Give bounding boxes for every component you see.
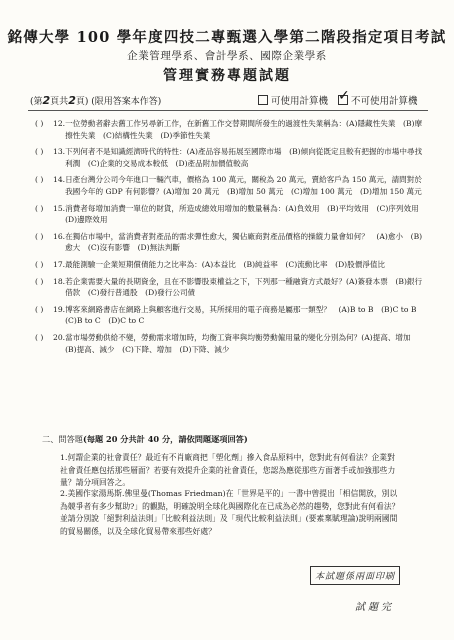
question-text: 日產台灣分公司今年進口一輛汽車，價格為 100 萬元，關稅為 20 萬元，賣給客戶為 150 萬元，請問對於我國今年的 GDP 有何影響？(A)增加 20 萬元 (B)增加 50 萬元 (C)增加 100 萬元 (D)增加 150 萬元 bbox=[65, 175, 422, 196]
calculator-allowed-checkbox[interactable] bbox=[258, 95, 268, 105]
question-number: 17. bbox=[53, 259, 66, 269]
double-sided-stamp: 本試題係兩面印刷 bbox=[310, 566, 400, 585]
multiple-choice-list bbox=[35, 118, 425, 360]
total-page-number: 2 bbox=[68, 94, 76, 107]
answer-blank: ( ) bbox=[35, 259, 44, 269]
question-item bbox=[35, 174, 425, 197]
section-2-heading bbox=[42, 434, 248, 445]
page-indicator: (第2頁共2頁) (限用答案本作答) bbox=[30, 94, 162, 107]
answer-blank: ( ) bbox=[35, 203, 44, 213]
question-text: 博客來網路書店在網路上與顧客進行交易，其所採用的電子商務是屬那一類型？ (A)B to B (B)C to B (C)B to C (D)C to C bbox=[65, 304, 425, 326]
essay-question-1: 1.何謂企業的社會責任？最近有不肖廠商把「塑化劑」摻入食品原料中，您對此有何看法？企業對社會責任應包括那些層面？若要有效提升企業的社會責任，您認為應從那些方面著手或加強那些力量？請分項回答之。 bbox=[60, 453, 396, 487]
header-divider bbox=[28, 110, 428, 111]
question-number: 14. bbox=[53, 175, 66, 185]
question-text: 若企業需要大量的長期資金，且在不影響股東權益之下，下列那一種融資方式最好？(A)簽發本票 (B)銀行借款 (C)發行普通股 (D)發行公司債 bbox=[65, 276, 423, 298]
calculator-not-allowed-checkbox[interactable] bbox=[338, 95, 348, 105]
section-2-note: (每題 20 分共計 40 分，請依問題逐項回答) bbox=[82, 434, 248, 444]
question-item bbox=[35, 276, 425, 299]
question-number: 16. bbox=[53, 231, 66, 241]
question-text: 在獨佔市場中，當消費者對產品的需求彈性愈大，獨佔廠商對產品價格的操縱力量會如何？ (A)愈小 (B)愈大 (C)沒有影響 (D)無法判斷 bbox=[65, 231, 423, 253]
question-item bbox=[35, 203, 425, 226]
answer-blank: ( ) bbox=[35, 119, 44, 128]
question-item bbox=[35, 118, 425, 141]
exam-title: 銘傳大學 100 學年度四技二專甄選入學第二階段指定項目考試 bbox=[7, 29, 447, 46]
question-number: 20. bbox=[53, 332, 66, 342]
end-of-exam-stamp: 試題完 bbox=[355, 602, 394, 613]
question-number: 18. bbox=[53, 276, 66, 286]
question-number: 19. bbox=[53, 304, 66, 314]
question-text: 最能測驗一企業短期償債能力之比率為：(A)本益比 (B)純益率 (C)流動比率 (D)股價淨值比 bbox=[65, 259, 386, 269]
departments-line: 企業管理學系、會計學系、國際企業學系 bbox=[127, 50, 327, 62]
question-item bbox=[35, 304, 425, 327]
answer-blank: ( ) bbox=[35, 231, 44, 241]
question-text: 當市場勞動供給不變，勞動需求增加時，均衡工資率與均衡勞動僱用量的變化分別為何？(A)提高、增加 (B)提高、減少 (C)下降、增加 (D)下降、減少 bbox=[65, 332, 419, 354]
answer-blank: ( ) bbox=[35, 276, 44, 286]
question-number: 15. bbox=[53, 203, 66, 213]
calculator-options bbox=[258, 93, 418, 107]
question-text: 消費者每增加消費一單位的財貨，所造成總效用增加的數量稱為：(A)負效用 (B)平均效用 (C)序列效用 (D)邊際效用 bbox=[65, 203, 427, 225]
answer-blank: ( ) bbox=[35, 332, 44, 342]
answer-note: (限用答案本作答) bbox=[91, 97, 162, 107]
answer-blank: ( ) bbox=[35, 175, 44, 185]
current-page-number: 2 bbox=[42, 94, 51, 107]
question-text: 一位勞動者辭去舊工作另尋新工作，在新舊工作交替期間所發生的過渡性失業稱為：(A)隱藏性失業 (B)摩擦性失業 (C)結構性失業 (D)季節性失業 bbox=[65, 119, 423, 140]
section-2-title: 二、問答題 bbox=[42, 434, 83, 444]
question-item bbox=[35, 146, 425, 169]
question-item bbox=[35, 231, 425, 254]
question-item bbox=[35, 259, 425, 271]
answer-blank: ( ) bbox=[35, 304, 44, 314]
essay-question-2: 2.美國作家湯馬斯.佛里曼(Thomas Friedman)在「世界是平的」一書中曾提出「相信開放，別以為競爭者有多少幫助?」的觀點，明確說明全球化與國際化在已成為必然的趨勢，您對此有何看法？並請分別說「絕對利益法則」「比較利益法則」及「現代比較利益法則」(要素稟賦理論)說明兩國間的貿易關係，以及全球化貿易帶來那些好處？ bbox=[60, 489, 400, 536]
subject-title: 管理實務專題試題 bbox=[163, 68, 291, 84]
question-number: 12. bbox=[53, 119, 66, 128]
answer-blank: ( ) bbox=[35, 147, 44, 157]
calculator-not-allowed-label: 不可使用計算機 bbox=[351, 96, 418, 107]
question-text: 下列何者不是知識經濟時代的特性：(A)產品容易拓展至國際市場 (B)傾向從既定且較有把握的市場中尋找利潤 (C)企業的交易成本較低 (D)產品附加價值較高 bbox=[65, 147, 423, 168]
question-item bbox=[35, 332, 425, 355]
calculator-allowed-label: 可使用計算機 bbox=[271, 96, 329, 107]
question-number: 13. bbox=[53, 147, 66, 157]
